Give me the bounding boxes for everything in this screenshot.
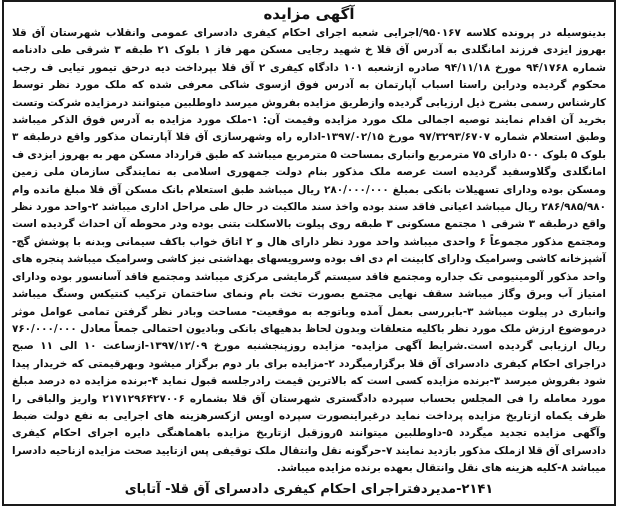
notice-title: آگهی مزایده [263, 5, 355, 23]
notice-body: بدینوسیله در پرونده کلاسه ۹۵۰۱۶۷/اجرایی شعبه اجرای احکام کیفری دادسرای عمومی وانقلاب شهرستان آق قلا بهروز ایزدی فرزند امانگلدی به آدرس آق قلا خ شهید رجایی مسکن مهر فاز ۱ بلوک ۲۱ طبقه ۳ شرقی طی دادنامه شماره ۹۴/۱۷۶۸ مورخ ۹۴/۱۱/۱۸ صادره ازشعبه ۱۰۱ دادگاه کیفری ۲ آق قلا بپرداخت دیه درحق تیمور تیایی ف رجب محکوم گردیده ودراین راستا اسباب آپارتمان به آدرس فوق ازسوی شاکی معرفی شده که ملک مورد نظر توسط کارشناس رسمی بشرح ذیل ارزیابی گردیده وازطریق مزایده بفروش میرسد داوطلبین میتوانند درمزایده شرکت وتست بخرید آن اقدام نمایند توصیه اجمالی ملک مورد مزایده وقیمت آن: ۱-ملک مورد مزایده به آدرس فوق الذکر میباشد وطبق استعلام شماره ۹۷/۳۲۹۳/۶۷۰۷ مورخ ۱۳۹۷/۰۲/۱۵-اداره راه وشهرسازی آق قلا آپارتمان مذکور واقع درطبقه ۳ بلوک ۵ بلوک ۵۰۰ دارای ۷۵ مترمربع وانباری بمساحت ۵ مترمربع میباشد که طبق قرارداد مسکن مهر به بهروز ایزدی ف امانگلدی وگلاوسفید گردیده است عرصه ملک مذکور بنام دولت جمهوری اسلامی به نمایندگی سازمان ملی زمین ومسکن بوده ودارای تسهیلات بانکی بمبلغ ۲۸۰/۰۰۰/۰۰۰ ریال میباشد طبق استعلام بانک مسکن آق قلا مبلغ مانده وام ۲۸۶/۹۸۵/۹۸۰ ریال میباشد اعیانی فاقد سند بوده واخذ سند مالکیت در حال طی مراحل اداری میباشد ۲-واحد مورد نظر واقع درطبقه ۳ شرقی ۱ مجتمع مسکونی ۳ طبقه روی پیلوت بالاسکلت بتنی بوده ودر محوطه آن احداث گردیده است ومجتمع مذکور مجموعاً ۶ واحدی میباشد واحد مورد نظر دارای هال و ۲ اتاق خواب باکف سیمانی وبدنه با پوشش گچ- آشپزخانه کاشی وسرامیک ودارای کابینت ام دی اف بوده وسرویسهای بهداشتی نیز کاشی وسرامیک میباشد پنجره های واحد مذکور آلومینیومی تک جداره ومجتمع فاقد سیستم گرمایشی مرکزی میباشد ومجتمع فاقد آسانسور بوده ودارای امتیاز آب وبرق وگاز میباشد سقف نهایی مجتمع بصورت تخت بام ونمای ساختمان ترکیب کنتیکس وسنگ میباشد وانباری در پیلوت میباشد ۳-بابررسی بعمل آمده وباتوجه به موقعیت- مساحت وبادر نظر گرفتن تمامی عوامل موثر درموضوع ارزش ملک مورد نظر باکلیه متعلقات وبدون لحاظ بدهیهای بانکی وبادیون احتمالی جمعاً معادل ۷۶۰/۰۰۰/۰۰۰ ریال ارزیابی گردیده است.شرایط آگهی مزایده- مزایده روزپنجشنبه مورخ ۱۳۹۷/۱۲/۰۹-ازساعت ۱۰ الی ۱۱ صبح دراجرای احکام کیفری دادسرای آق قلا برگزارمیگردد ۲-مزایده برای بار دوم برگزار میشود وبهرقیمتی که خریدار پیدا شود بفروش میرسد ۳-برنده مزایده کسی است که بالاترین قیمت رادرجلسه قبول نماید ۴-برنده مزایده ده درصد مبلغ مورد معامله را فی المجلس بحساب سپرده دادگستری شهرستان آق قلا بشماره ۲۱۷۱۲۹۶۴۲۷۰۰۶ واریز والباقی را ظرف یکماه ازتاریخ مزایده پرداخت نماید درغیراینصورت سپرده اویس ازکسرهزینه های اجرایی به نفع دولت ضبط وآگهی مزایده تجدید میگردد ۵-داوطلبین میتوانند ۵روزقبل ازتاریخ مزایده باهماهنگی دایره اجرای احکام کیفری دادسرای آق قلا ازملک مذکور بازدید نمایند ۷-حرگونه نقل وانتقال ملک توقیفی پس ازتایید صحت مزایده ازناحیه دادسرا میباشد ۸-کلیه هزینه های نقل وانتقال بعهده برنده مزایده میباشد. [12, 27, 607, 475]
notice-signature: ۲۱۴۱-مدیردفتراجرای احکام کیفری دادسرای آق قلا- آتابای [124, 481, 494, 497]
auction-notice [2, 0, 616, 506]
